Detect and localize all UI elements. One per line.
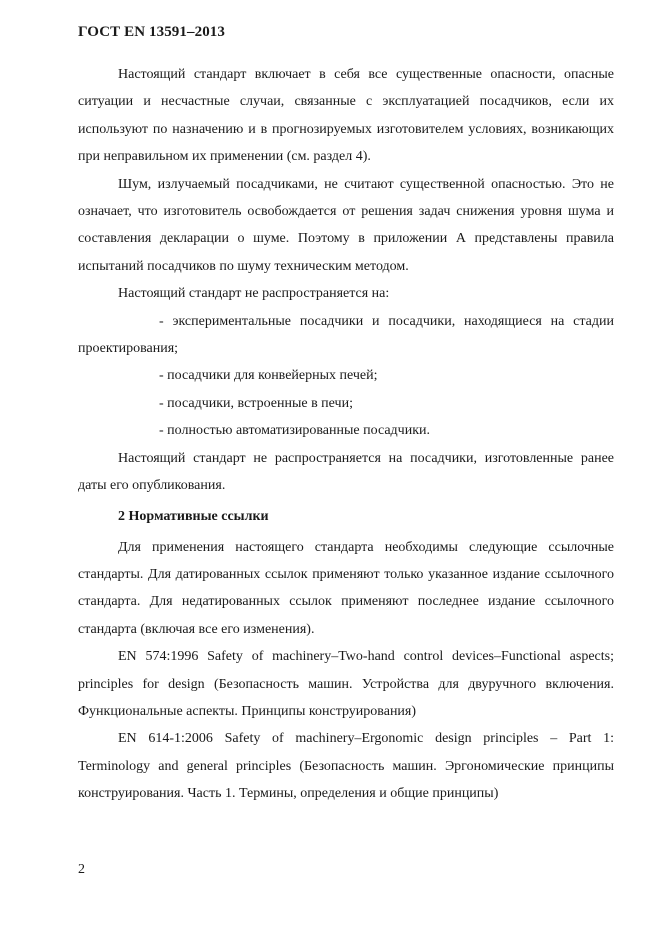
scope-paragraph: Настоящий стандарт включает в себя все существенные опасности, опасные ситуации и несчастные случаи, связанные с эксплуатацией посадчиков, если их используют по назначению и в прогнозируемых изготовителем условиях, возникающих при неправильном их применении (см. раздел 4). <box>78 67 614 165</box>
exclusion-list-item: - посадчики для конвейерных печей; <box>159 368 378 384</box>
document-body <box>78 61 614 808</box>
exclusion-list-item: - полностью автоматизированные посадчики. <box>159 423 430 439</box>
reference-entry: EN 574:1996 Safety of machinery–Two-hand control devices–Functional aspects; principles for design (Безопасность машин. Устройства для двуручного включения. Функциональные аспекты. Принципы конструирования) <box>78 649 614 719</box>
document-header: ГОСТ EN 13591–2013 <box>78 24 225 40</box>
noise-paragraph: Шум, излучаемый посадчиками, не считают существенной опасностью. Это не означает, что изготовитель освобождается от решения задач снижения уровня шума и составления декларации о шуме. Поэтому в приложении А представлены правила испытаний посадчиков по шуму техническим методом. <box>78 176 614 274</box>
exclusions-intro: Настоящий стандарт не распространяется на: <box>118 286 390 302</box>
exclusion-list-item: - посадчики, встроенные в печи; <box>159 395 353 411</box>
exclusion-list-item: - экспериментальные посадчики и посадчики, находящиеся на стадии проектирования; <box>78 313 614 357</box>
reference-entry: EN 614-1:2006 Safety of machinery–Ergonomic design principles – Part 1: Terminology and general principles (Безопасность машин. Эргономические принципы конструирования. Часть 1. Термины, определения и общие принципы) <box>78 731 614 802</box>
references-intro: Для применения настоящего стандарта необходимы следующие ссылочные стандарты. Для датированных ссылок применяют только указанное издание ссылочного стандарта. Для недатированных ссылок применяют последнее издание ссылочного стандарта (включая все его изменения). <box>78 539 614 637</box>
date-exclusion-paragraph: Настоящий стандарт не распространяется на посадчики, изготовленные ранее даты его опубликования. <box>78 450 614 494</box>
page-number: 2 <box>78 862 85 877</box>
section-heading: 2 Нормативные ссылки <box>118 508 269 524</box>
